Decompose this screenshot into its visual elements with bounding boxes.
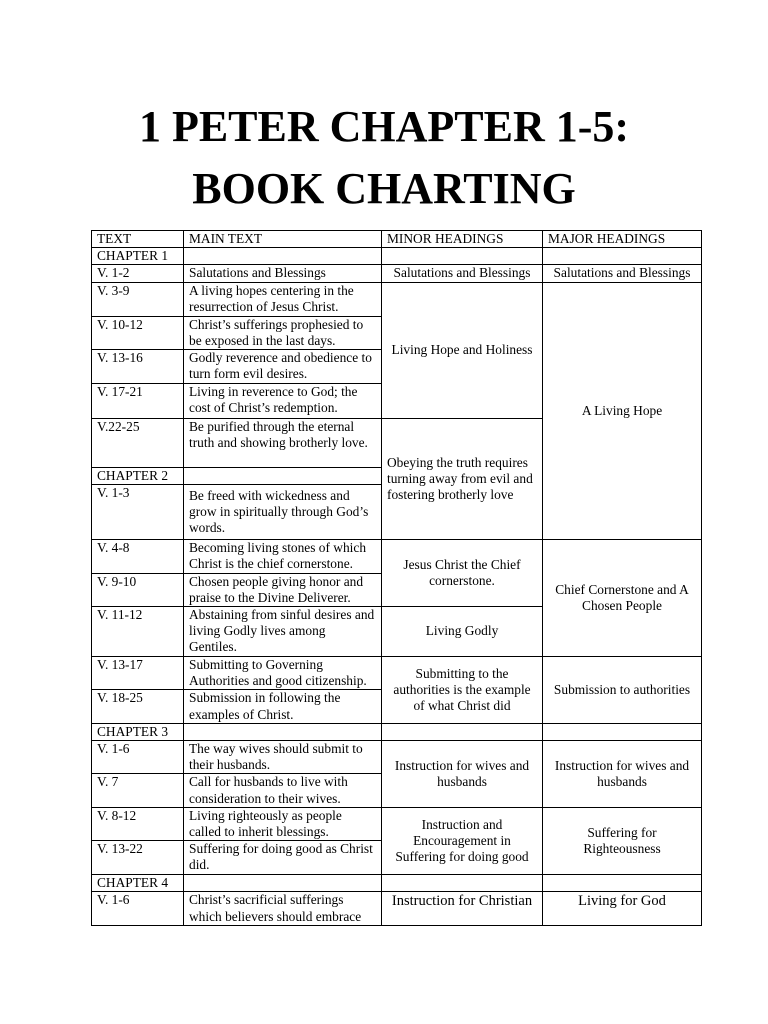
- table-row: [92, 265, 702, 282]
- main-text-cell: Godly reverence and obedience to turn form evil desires.: [184, 350, 382, 384]
- main-text-cell: Christ’s sacrificial sufferings which believers should embrace: [184, 892, 382, 925]
- main-text-cell: Submitting to Governing Authorities and good citizenship.: [184, 657, 382, 690]
- main-text-cell: Living in reverence to God; the cost of Christ’s redemption.: [184, 384, 382, 419]
- title-line-2: BOOK CHARTING: [192, 164, 576, 213]
- title-line-1: 1 PETER CHAPTER 1-5:: [138, 102, 630, 151]
- chapter-row: [92, 723, 702, 740]
- main-text-cell: Christ’s sufferings prophesied to be exposed in the last days.: [184, 316, 382, 349]
- minor-heading-cell: Instruction for Christian: [382, 892, 543, 925]
- main-text-cell: A living hopes centering in the resurrection of Jesus Christ.: [184, 282, 382, 316]
- major-heading-cell: Instruction for wives and husbands: [543, 741, 702, 808]
- chapter-label: CHAPTER 4: [92, 875, 184, 892]
- verse-cell: V. 7: [92, 774, 184, 807]
- verse-cell: V. 17-21: [92, 384, 184, 419]
- major-heading-cell: Suffering for Righteousness: [543, 807, 702, 874]
- minor-heading-cell: Instruction and Encouragement in Suffering for doing good: [382, 807, 543, 874]
- chapter-label: CHAPTER 3: [92, 723, 184, 740]
- minor-heading-cell: Living Hope and Holiness: [382, 282, 543, 418]
- verse-cell: V. 13-16: [92, 350, 184, 384]
- main-text-cell: Be freed with wickedness and grow in spiritually through God’s words.: [184, 485, 382, 540]
- table-row: [92, 892, 702, 925]
- minor-heading-cell: Salutations and Blessings: [382, 265, 543, 282]
- major-heading-cell: Submission to authorities: [543, 657, 702, 724]
- chapter-label: CHAPTER 2: [92, 468, 184, 485]
- header-minor-headings: MINOR HEADINGS: [382, 231, 543, 248]
- verse-cell: V. 1-6: [92, 892, 184, 925]
- main-text-cell: Becoming living stones of which Christ is the chief cornerstone.: [184, 540, 382, 573]
- verse-cell: V. 13-17: [92, 657, 184, 690]
- header-main-text: MAIN TEXT: [184, 231, 382, 248]
- verse-cell: V. 3-9: [92, 282, 184, 316]
- header-row: [92, 231, 702, 248]
- book-chart-table: [91, 230, 702, 926]
- main-text-cell: Chosen people giving honor and praise to the Divine Deliverer.: [184, 573, 382, 606]
- verse-cell: V. 1-6: [92, 741, 184, 774]
- verse-cell: V. 11-12: [92, 607, 184, 657]
- page-title: [0, 96, 768, 220]
- header-major-headings: MAJOR HEADINGS: [543, 231, 702, 248]
- main-text-cell: The way wives should submit to their husbands.: [184, 741, 382, 774]
- verse-cell: V. 1-2: [92, 265, 184, 282]
- verse-cell: V. 13-22: [92, 841, 184, 875]
- chapter-row: [92, 875, 702, 892]
- major-heading-cell: A Living Hope: [543, 282, 702, 540]
- main-text-cell: Living righteously as people called to inherit blessings.: [184, 807, 382, 840]
- verse-cell: V. 1-3: [92, 485, 184, 540]
- major-heading-cell: Chief Cornerstone and A Chosen People: [543, 540, 702, 657]
- main-text-cell: Salutations and Blessings: [184, 265, 382, 282]
- minor-heading-cell: Jesus Christ the Chief cornerstone.: [382, 540, 543, 607]
- major-heading-cell: Living for God: [543, 892, 702, 925]
- minor-heading-cell: Instruction for wives and husbands: [382, 741, 543, 808]
- minor-heading-cell: Obeying the truth requires turning away from evil and fostering brotherly love: [382, 419, 543, 540]
- verse-cell: V. 4-8: [92, 540, 184, 573]
- header-text: TEXT: [92, 231, 184, 248]
- main-text-cell: Be purified through the eternal truth and showing brotherly love.: [184, 419, 382, 468]
- chapter-label: CHAPTER 1: [92, 248, 184, 265]
- table-row: [92, 807, 702, 840]
- table-row: [92, 741, 702, 774]
- verse-cell: V.22-25: [92, 419, 184, 468]
- table-row: [92, 657, 702, 690]
- verse-cell: V. 8-12: [92, 807, 184, 840]
- main-text-cell: Call for husbands to live with consideration to their wives.: [184, 774, 382, 807]
- table-row: [92, 282, 702, 316]
- verse-cell: V. 10-12: [92, 316, 184, 349]
- verse-cell: V. 9-10: [92, 573, 184, 606]
- major-heading-cell: Salutations and Blessings: [543, 265, 702, 282]
- main-text-cell: Abstaining from sinful desires and living Godly lives among Gentiles.: [184, 607, 382, 657]
- main-text-cell: Suffering for doing good as Christ did.: [184, 841, 382, 875]
- minor-heading-cell: Submitting to the authorities is the example of what Christ did: [382, 657, 543, 724]
- table-row: [92, 540, 702, 573]
- verse-cell: V. 18-25: [92, 690, 184, 723]
- chapter-row: [92, 248, 702, 265]
- main-text-cell: Submission in following the examples of Christ.: [184, 690, 382, 723]
- minor-heading-cell: Living Godly: [382, 607, 543, 657]
